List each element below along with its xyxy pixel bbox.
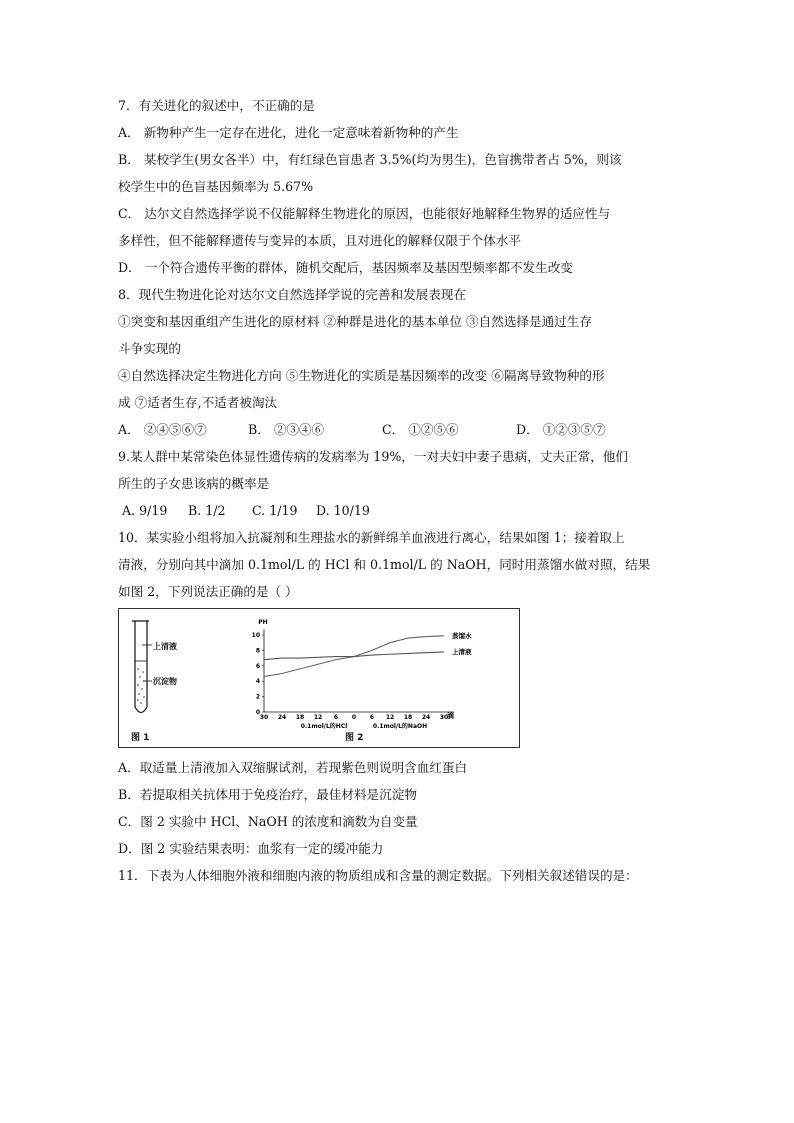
q7-option-b: B． 某校学生(男女各半）中，有红绿色盲患者 3.5%(均为男生)，色盲携带者占 5%，则该 [118, 152, 622, 167]
hcl-group-label: 0.1mol/L的HCl [300, 723, 348, 730]
figure-panel [118, 608, 520, 748]
x-unit-label: 滴 [447, 712, 454, 720]
series-name-label: 蒸馏水 [452, 631, 472, 640]
q10-stem: 10．某实验小组将加入抗凝剂和生理盐水的新鲜绵羊血液进行离心，结果如图 1；接着取上 [118, 530, 625, 545]
q9-stem-cont: 所生的子女患该病的概率是 [118, 476, 270, 491]
q8-statement-line: ④自然选择决定生物进化方向 ⑤生物进化的实质是基因频率的改变 ⑥隔离导致物种的形 [118, 368, 605, 383]
q7-option-d: D． 一个符合遗传平衡的群体，随机交配后，基因频率及基因型频率都不发生改变 [118, 260, 573, 275]
q10-stem-cont: 清液，分别向其中滴加 0.1mol/L 的 HCl 和 0.1mol/L 的 NaOH，同时用蒸馏水做对照，结果 [118, 557, 651, 572]
x-tick-label: 30 [439, 714, 449, 721]
series-line-2 [264, 652, 444, 660]
x-tick-label: 18 [403, 714, 413, 721]
q8-statement-line: ①突变和基因重组产生进化的原材料 ②种群是进化的基本单位 ③自然选择是通过生存 [118, 314, 592, 329]
supernatant-label: 上清液 [153, 642, 177, 651]
y-tick-label: 10 [251, 632, 260, 639]
q8-option-d: D． ①②③⑤⑦ [516, 422, 606, 437]
q9-option-b: B. 1/2 [188, 503, 226, 518]
y-tick-label: 4 [255, 678, 260, 686]
naoh-group-label: 0.1mol/L的NaOH [372, 723, 428, 730]
q10-option-d: D．图 2 实验结果表明：血浆有一定的缓冲能力 [118, 841, 384, 856]
q7-option-c: C． 达尔文自然选择学说不仅能解释生物进化的原因，也能很好地解释生物界的适应性与 [118, 206, 611, 221]
q8-option-b: B． ②③④⑥ [248, 422, 325, 437]
y-tick-label: 8 [255, 647, 260, 655]
x-tick-label: 6 [333, 714, 339, 721]
q7-stem: 7．有关进化的叙述中，不正确的是 [118, 98, 315, 113]
y-tick-label: 6 [255, 662, 260, 670]
sediment-label: 沉淀物 [153, 677, 177, 686]
q8-stem: 8．现代生物进化论对达尔文自然选择学说的完善和发展表现在 [118, 287, 467, 302]
q8-statement-line: 成 ⑦适者生存,不适者被淘汰 [118, 395, 278, 410]
series-name-label: 上清液 [452, 647, 472, 656]
q10-option-b: B．若提取相关抗体用于免疫治疗，最佳材料是沉淀物 [118, 787, 417, 802]
y-tick-label: 2 [255, 693, 260, 701]
q7-option-c-cont: 多样性，但不能解释遗传与变异的本质，且对进化的解释仅限于个体水平 [118, 233, 521, 248]
ph-line-chart [234, 611, 494, 733]
x-tick-label: 6 [369, 714, 375, 721]
q7-option-b-cont: 校学生中的色盲基因频率为 5.67% [118, 179, 314, 194]
q8-option-a: A． ②④⑤⑥⑦ [118, 422, 207, 437]
x-tick-label: 30 [259, 714, 269, 721]
q10-option-a: A．取适量上清液加入双缩脲试剂，若现紫色则说明含血红蛋白 [118, 760, 468, 775]
y-tick-label: 0 [255, 709, 260, 716]
q11-stem: 11．下表为人体细胞外液和细胞内液的物质组成和含量的测定数据。下列相关叙述错误的是： [118, 868, 638, 883]
q8-options [118, 416, 678, 443]
q7-option-a: A． 新物种产生一定存在进化，进化一定意味着新物种的产生 [118, 125, 459, 140]
x-tick-label: 24 [277, 714, 287, 721]
figure-1-label: 图 1 [131, 733, 150, 743]
x-tick-label: 18 [295, 714, 305, 721]
q8-option-c: C． ①②⑤⑥ [382, 422, 459, 437]
q9-option-a: A. 9/19 [122, 503, 168, 518]
q10-option-c: C．图 2 实验中 HCl、NaOH 的浓度和滴数为自变量 [118, 814, 418, 829]
q9-options [118, 497, 678, 524]
q9-option-c: C. 1/19 [252, 503, 298, 518]
q10-stem-cont: 如图 2，下列说法正确的是（ ） [118, 584, 298, 599]
x-tick-label: 12 [385, 714, 395, 721]
x-tick-label: 24 [421, 714, 431, 721]
test-tube-diagram [119, 615, 209, 725]
q9-stem: 9.某人群中某常染色体显性遗传病的发病率为 19%，一对夫妇中妻子患病，丈夫正常，他们 [118, 449, 628, 464]
figure-2-label: 图 2 [345, 733, 364, 743]
x-tick-label: 12 [313, 714, 323, 721]
q9-option-d: D. 10/19 [316, 503, 370, 518]
q8-statement-line: 斗争实现的 [118, 341, 181, 356]
chart-y-label: PH [258, 619, 268, 626]
question-content [118, 92, 678, 889]
x-tick-label: 0 [351, 714, 357, 721]
